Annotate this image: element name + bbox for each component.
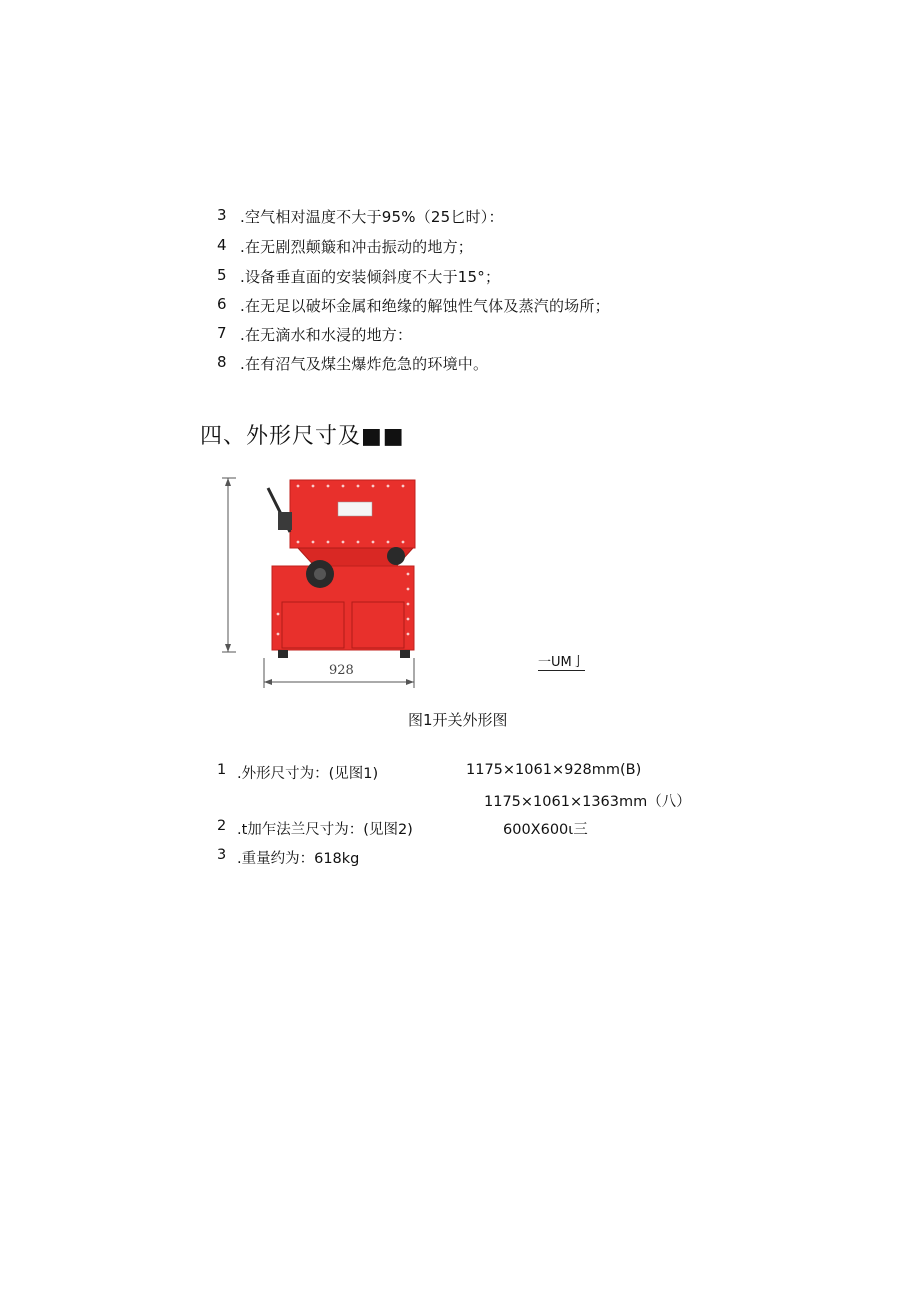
arrow-left-icon	[264, 679, 272, 685]
list-number: 2	[217, 818, 227, 834]
dimension-label: .t加乍法兰尺寸为：(见图2)	[237, 822, 413, 838]
dimension-value: 1175×1061×928mm(B)	[466, 762, 642, 778]
arrow-right-icon	[406, 679, 414, 685]
nameplate	[338, 502, 372, 516]
list-item-text: .设备垂直面的安装倾斜度不大于15°；	[240, 268, 501, 286]
list-item-text: .在无滴水和水浸的地方：	[240, 326, 413, 344]
lower-cabinet	[272, 566, 414, 650]
dimension-value: 1175×1061×1363mm（八）	[484, 794, 691, 810]
enclosure-figure	[218, 474, 428, 694]
list-item-text: .在有沼气及煤尘爆炸危急的环境中。	[240, 355, 489, 373]
figure-side-mark: 一UM亅	[538, 655, 585, 670]
list-number: 3	[217, 847, 227, 863]
width-dimension-label: 928	[329, 663, 354, 678]
dimension-value: 600X600ι三	[503, 822, 588, 838]
arrow-down-icon	[225, 644, 231, 652]
arrow-up-icon	[225, 478, 231, 486]
list-item-text: .在无剧烈颠簸和冲击振动的地方；	[240, 238, 473, 256]
list-number: 4	[217, 236, 227, 254]
figure-caption: 图1开关外形图	[408, 711, 508, 729]
handle-mechanism	[278, 512, 292, 530]
list-number: 6	[217, 295, 227, 313]
list-number: 3	[217, 206, 227, 224]
list-number: 8	[217, 353, 227, 371]
list-number: 5	[217, 266, 227, 284]
section-heading: 四、外形尺寸及■■	[200, 424, 405, 449]
list-number: 7	[217, 324, 227, 342]
list-item-text: .在无足以破坏金属和绝缘的解蚀性气体及蒸汽的场所；	[240, 297, 610, 315]
list-item-text: .空气相对温度不大于95%（25匕时）：	[240, 208, 504, 226]
switch-enclosure-drawing	[218, 474, 428, 694]
list-number: 1	[217, 762, 227, 778]
dimension-label: .重量约为：618kg	[237, 851, 360, 867]
cable-gland-icon	[387, 547, 405, 565]
dimension-label: .外形尺寸为：(见图1)	[237, 766, 379, 782]
